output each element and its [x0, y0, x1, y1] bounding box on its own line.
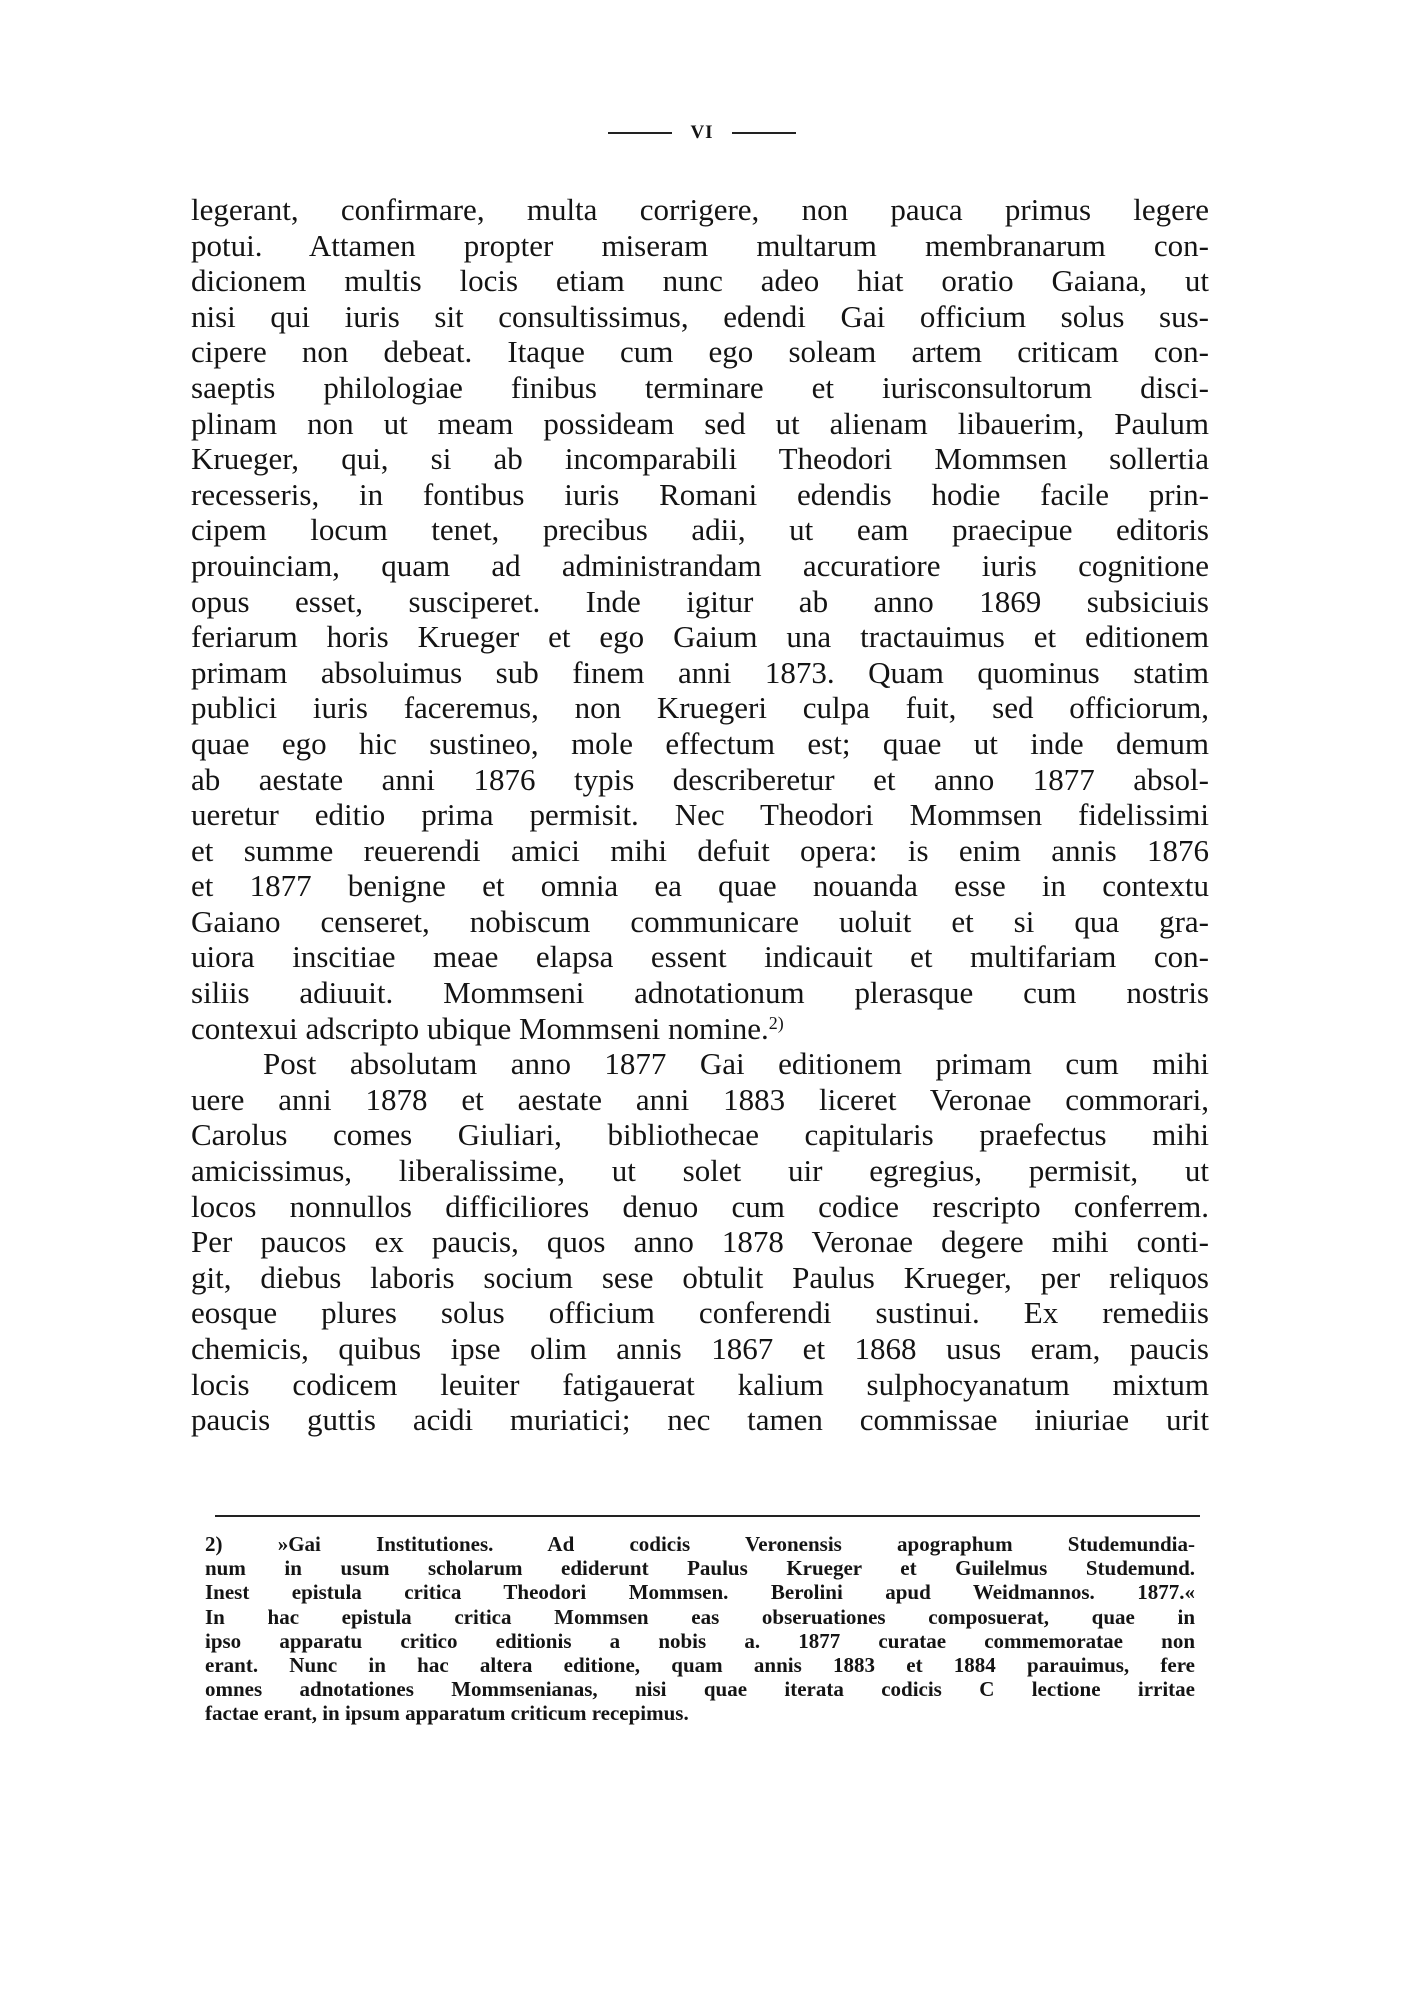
text-line: siliis adiuuit. Mommseni adnotationum plerasque cum nostris [191, 975, 1209, 1011]
footnote-line: num in usum scholarum ediderunt Paulus Krueger et Guilelmus Studemund. [205, 1556, 1195, 1581]
text-line: legerant, confirmare, multa corrigere, non pauca primus legere [191, 192, 1209, 227]
page-number: VI [690, 122, 714, 143]
text-line: paucis guttis acidi muriatici; nec tamen commissae iniuriae urit [191, 1402, 1209, 1438]
text-line: nisi qui iuris sit consultissimus, edendi Gai officium solus sus- [191, 298, 1209, 334]
text-line: recesseris, in fontibus iuris Romani edendis hodie facile prin- [191, 476, 1209, 512]
text-line: publici iuris faceremus, non Kruegeri culpa fuit, sed officiorum, [191, 690, 1209, 726]
text-line: prouinciam, quam ad administrandam accuratiore iuris cognitione [191, 547, 1209, 583]
footnote-line: In hac epistula critica Mommsen eas obseruationes composuerat, quae in [205, 1604, 1195, 1629]
text-line: Post absolutam anno 1877 Gai editionem primam cum mihi [263, 1046, 1209, 1082]
header-rule-right [732, 132, 796, 134]
text-line: ueretur editio prima permisit. Nec Theodori Mommsen fidelissimi [191, 797, 1209, 833]
paragraph-2 [191, 1046, 1209, 1438]
text-line: quae ego hic sustineo, mole effectum est; quae ut inde demum [191, 725, 1209, 761]
text-line: git, diebus laboris socium sese obtulit Paulus Krueger, per reliquos [191, 1259, 1209, 1295]
text-line: opus esset, susciperet. Inde igitur ab anno 1869 subsiciuis [191, 583, 1209, 619]
text-line-content: contexui adscripto ubique Mommseni nomine. [191, 1010, 769, 1046]
footnote-line: 2) »Gai Institutiones. Ad codicis Veronensis apographum Studemundia- [205, 1532, 1195, 1556]
text-line: cipere non debeat. Itaque cum ego soleam artem criticam con- [191, 334, 1209, 370]
text-line: uiora inscitiae meae elapsa essent indicauit et multifariam con- [191, 939, 1209, 975]
text-line: eosque plures solus officium conferendi sustinui. Ex remediis [191, 1295, 1209, 1331]
text-line [191, 1011, 1209, 1047]
footnote-line: ipso apparatu critico editionis a nobis a. 1877 curatae commemoratae non [205, 1628, 1195, 1653]
text-line: chemicis, quibus ipse olim annis 1867 et 1868 usus eram, paucis [191, 1331, 1209, 1366]
text-line: et summe reuerendi amici mihi defuit opera: is enim annis 1876 [191, 832, 1209, 868]
text-line: uere anni 1878 et aestate anni 1883 liceret Veronae commorari, [191, 1081, 1209, 1117]
footnote-line: factae erant, in ipsum apparatum criticum recepimus. [205, 1701, 689, 1726]
text-line: locos nonnullos difficiliores denuo cum codice rescripto conferrem. [191, 1188, 1209, 1224]
text-line: primam absoluimus sub finem anni 1873. Quam quominus statim [191, 654, 1209, 690]
footnote-reference: 2) [768, 1012, 784, 1033]
text-line: Gaiano censeret, nobiscum communicare uoluit et si qua gra- [191, 903, 1209, 939]
text-line: Per paucos ex paucis, quos anno 1878 Veronae degere mihi conti- [191, 1224, 1209, 1260]
body-text [191, 192, 1209, 1438]
footnote [205, 1532, 1195, 1726]
text-line: saeptis philologiae finibus terminare et iurisconsultorum disci- [191, 369, 1209, 405]
text-line: ab aestate anni 1876 typis describeretur et anno 1877 absol- [191, 761, 1209, 797]
paragraph-1 [191, 192, 1209, 1046]
footnote-line: Inest epistula critica Theodori Mommsen. Berolini apud Weidmannos. 1877.« [205, 1580, 1195, 1605]
header-rule-left [608, 132, 672, 134]
page-header [0, 118, 1404, 148]
text-line: locis codicem leuiter fatigauerat kalium sulphocyanatum mixtum [191, 1366, 1209, 1402]
text-line: potui. Attamen propter miseram multarum membranarum con- [191, 227, 1209, 263]
footnote-divider [215, 1515, 1200, 1517]
text-line: Krueger, qui, si ab incomparabili Theodori Mommsen sollertia [191, 441, 1209, 477]
text-line: Carolus comes Giuliari, bibliothecae capitularis praefectus mihi [191, 1117, 1209, 1153]
text-line: feriarum horis Krueger et ego Gaium una tractauimus et editionem [191, 619, 1209, 655]
text-line: dicionem multis locis etiam nunc adeo hiat oratio Gaiana, ut [191, 263, 1209, 299]
footnote-line: erant. Nunc in hac altera editione, quam annis 1883 et 1884 parauimus, fere [205, 1652, 1195, 1677]
footnote-line: omnes adnotationes Mommsenianas, nisi quae iterata codicis C lectione irritae [205, 1677, 1195, 1702]
text-line: et 1877 benigne et omnia ea quae nouanda esse in contextu [191, 868, 1209, 904]
text-line: plinam non ut meam possideam sed ut alienam libauerim, Paulum [191, 405, 1209, 441]
text-line: cipem locum tenet, precibus adii, ut eam praecipue editoris [191, 512, 1209, 548]
text-line: amicissimus, liberalissime, ut solet uir egregius, permisit, ut [191, 1153, 1209, 1189]
